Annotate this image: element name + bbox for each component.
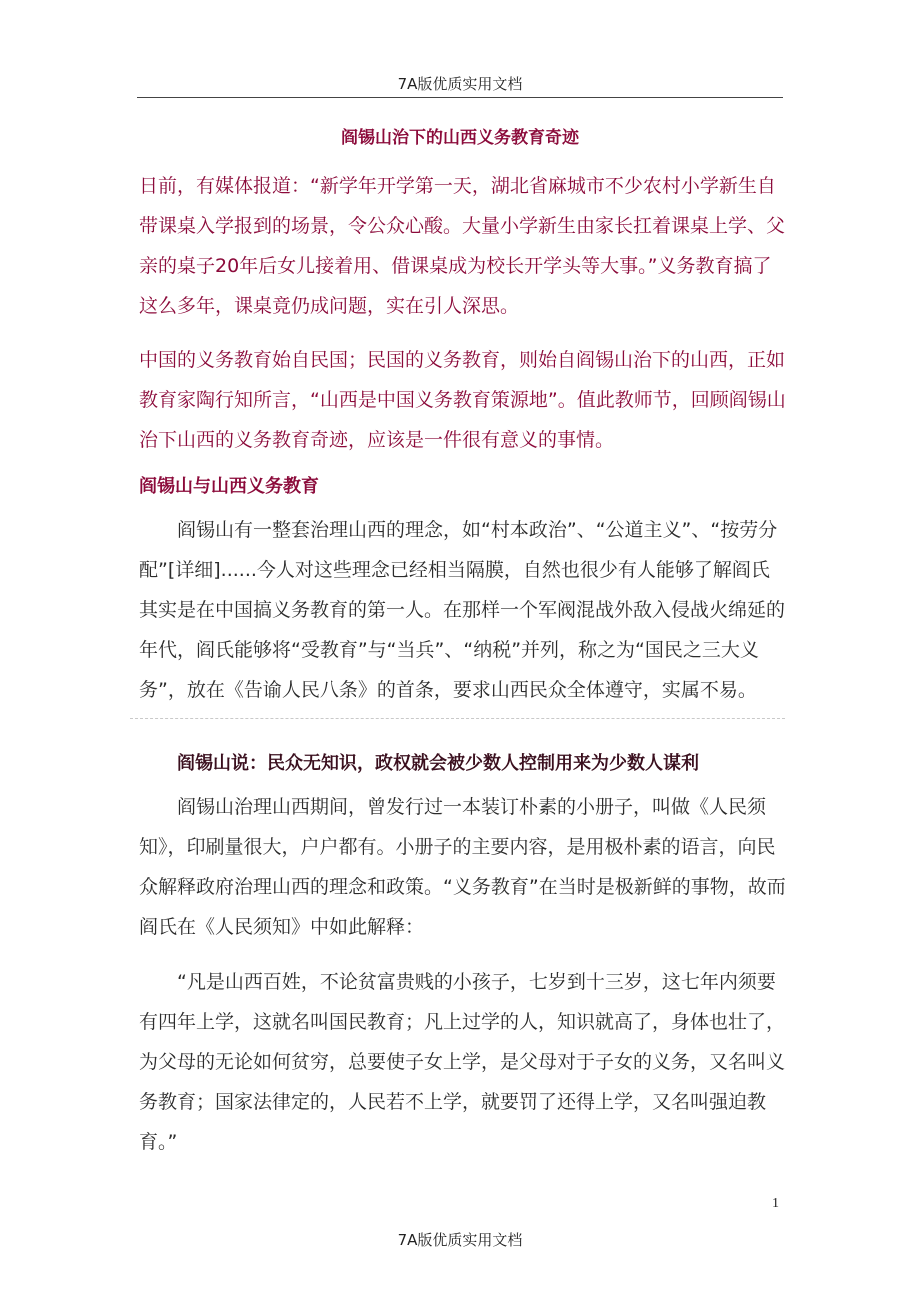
section-heading-2: 阎锡山说：民众无知识，政权就会被少数人控制用来为少数人谋利 — [177, 753, 699, 774]
page-number: 1 — [772, 1196, 779, 1211]
quote-paragraph: “凡是山西百姓，不论贫富贵贱的小孩子，七岁到十三岁，这七年内须要有四年上学，这就名叫国民教育；凡上过学的人，知识就高了，身体也壮了，为父母的无论如何贫穷，总要使子女上学，是父母对于子女的义务，又名叫义务教育；国家法律定的，人民若不上学，就要罚了还得上学，又名叫强迫教育。” — [139, 971, 786, 1153]
document-title: 阎锡山治下的山西义务教育奇迹 — [341, 128, 579, 148]
page-footer: 7A版优质实用文档 — [397, 1231, 523, 1249]
intro-paragraph-1: 日前，有媒体报道：“新学年开学第一天，湖北省麻城市不少农村小学新生自带课桌入学报到的场景，令公众心酸。大量小学新生由家长扛着课桌上学、父亲的桌子20年后女儿接着用、借课桌成为校长开学头等大事。”义务教育搞了这么多年，课桌竟仍成问题，实在引人深思。 — [139, 175, 786, 317]
section-divider — [130, 718, 785, 719]
section-2-paragraph: 阎锡山治理山西期间，曾发行过一本装订朴素的小册子，叫做《人民须知》，印刷量很大，户户都有。小册子的主要内容，是用极朴素的语言，向民众解释政府治理山西的理念和政策。“义务教育”在当时是极新鲜的事物，故而阎氏在《人民须知》中如此解释： — [139, 796, 786, 938]
section-1-paragraph: 阎锡山有一整套治理山西的理念，如“村本政治”、“公道主义”、“按劳分配”[详细]......今人对这些理念已经相当隔膜，自然也很少有人能够了解阎氏其实是在中国搞义务教育的第一人。在那样一个军阀混战外敌入侵战火绵延的年代，阎氏能够将“受教育”与“当兵”、“纳税”并列，称之为“国民之三大义务”，放在《告谕人民八条》的首条，要求山西民众全体遵守，实属不易。 — [139, 519, 786, 701]
page-header: 7A版优质实用文档 — [397, 75, 523, 93]
section-heading-1: 阎锡山与山西义务教育 — [139, 476, 319, 497]
header-divider — [137, 97, 783, 98]
intro-paragraph-2: 中国的义务教育始自民国；民国的义务教育，则始自阎锡山治下的山西，正如教育家陶行知所言，“山西是中国义务教育策源地”。值此教师节，回顾阎锡山治下山西的义务教育奇迹，应该是一件很有意义的事情。 — [139, 349, 786, 451]
